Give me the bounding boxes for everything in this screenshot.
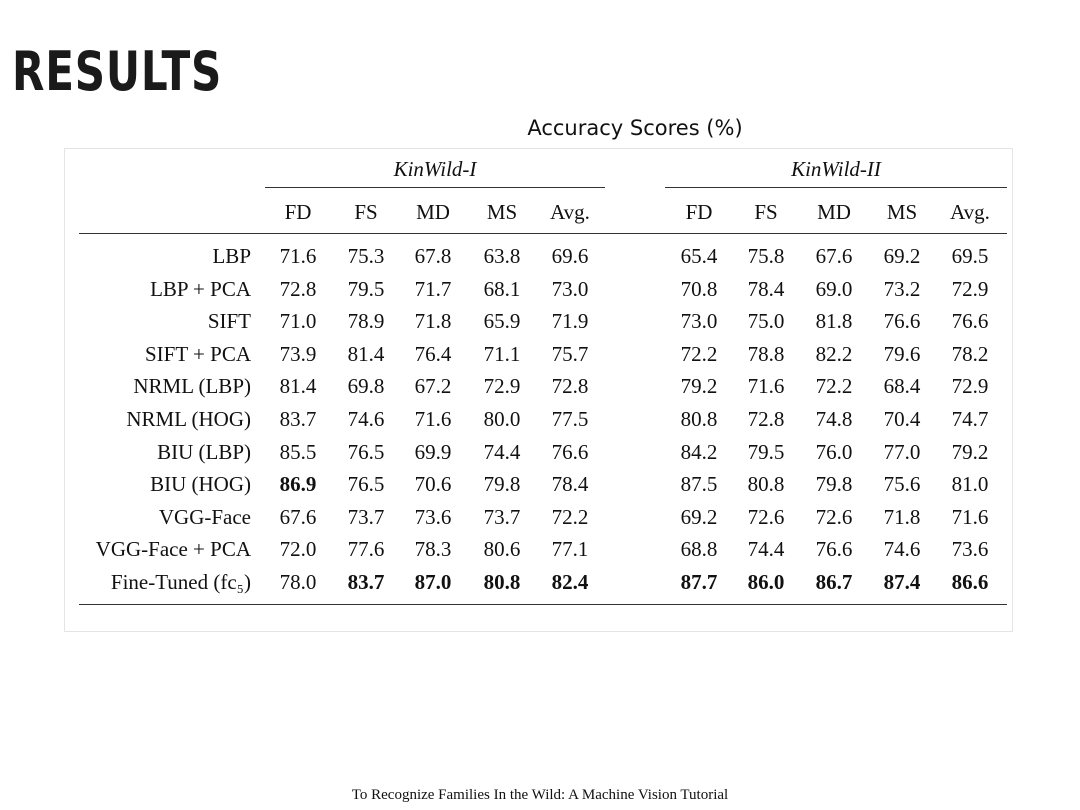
table-cell: 74.4 [747, 537, 785, 562]
row-label: BIU (LBP) [157, 439, 251, 464]
table-cell: 73.0 [680, 309, 718, 334]
table-cell: 75.7 [551, 341, 589, 366]
table-cell: 81.4 [347, 341, 385, 366]
table-cell: 73.7 [483, 504, 521, 529]
table-cell: 79.6 [883, 341, 921, 366]
column-header: FS [754, 200, 778, 224]
table-cell: 69.5 [951, 244, 989, 268]
table-cell: 74.6 [347, 407, 385, 431]
table-cell: 81.0 [951, 472, 989, 497]
group-rule-kinwild-1 [265, 187, 605, 188]
table-cell: 87.5 [680, 472, 718, 497]
row-label: Fine-Tuned (fc₅) [110, 570, 251, 594]
table-cell: 78.8 [747, 341, 785, 366]
table-cell: 76.6 [551, 439, 589, 464]
table-cell: 76.5 [347, 472, 385, 497]
header-rule [79, 233, 1007, 234]
table-cell: 82.2 [815, 341, 853, 366]
table-cell: 67.6 [279, 504, 317, 529]
table-cell: 80.8 [483, 570, 521, 594]
table-cell: 78.4 [551, 472, 589, 497]
table-cell: 74.7 [951, 407, 989, 431]
group-label-kinwild-2: KinWild-II [791, 157, 881, 181]
table-cell: 80.8 [747, 472, 785, 497]
table-cell: 87.4 [883, 570, 921, 594]
table-cell: 69.0 [815, 276, 853, 301]
column-header: FD [685, 200, 713, 224]
table-cell: 74.6 [883, 537, 921, 562]
table-cell: 73.6 [414, 504, 452, 529]
row-label: VGG-Face + PCA [95, 537, 251, 562]
slide-footer: To Recognize Families In the Wild: A Machine Vision Tutorial [351, 787, 729, 803]
slide-title: RESULTS [12, 40, 223, 103]
table-cell: 77.6 [347, 537, 385, 562]
table-cell: 77.0 [883, 439, 921, 464]
table-cell: 72.6 [747, 504, 785, 529]
table-cell: 69.8 [347, 374, 385, 399]
table-cell: 70.8 [680, 276, 718, 301]
table-cell: 87.7 [680, 570, 718, 594]
table-cell: 80.6 [483, 537, 521, 562]
table-cell: 65.4 [680, 244, 718, 268]
table-cell: 69.9 [414, 439, 452, 464]
table-cell: 73.9 [279, 341, 317, 366]
row-label: BIU (HOG) [150, 472, 251, 497]
row-label: LBP [212, 244, 251, 268]
table-cell: 73.7 [347, 504, 385, 529]
table-cell: 76.4 [414, 341, 452, 366]
table-cell: 81.4 [279, 374, 317, 399]
table-cell: 74.8 [815, 407, 853, 431]
table-cell: 76.0 [815, 439, 853, 464]
table-cell: 70.6 [414, 472, 452, 497]
table-cell: 71.8 [883, 504, 921, 529]
table-cell: 68.1 [483, 276, 521, 301]
table-cell: 67.2 [414, 374, 452, 399]
table-cell: 71.6 [747, 374, 785, 399]
table-cell: 86.9 [279, 472, 317, 497]
table-cell: 72.9 [483, 374, 521, 399]
table-cell: 78.9 [347, 309, 385, 334]
table-cell: 79.5 [747, 439, 785, 464]
table-cell: 78.3 [414, 537, 452, 562]
row-label: VGG-Face [158, 504, 251, 529]
table-cell: 86.7 [815, 570, 853, 594]
table-cell: 71.0 [279, 309, 317, 334]
column-header: MS [886, 200, 918, 224]
table-cell: 71.9 [551, 309, 589, 334]
table-cell: 82.4 [551, 570, 589, 594]
table-cell: 67.8 [414, 244, 452, 268]
table-cell: 81.8 [815, 309, 853, 334]
table-cell: 83.7 [347, 570, 385, 594]
table-cell: 75.6 [883, 472, 921, 497]
table-cell: 84.2 [680, 439, 718, 464]
table-cell: 71.7 [414, 276, 452, 301]
table-cell: 69.2 [680, 504, 718, 529]
table-cell: 77.1 [551, 537, 589, 562]
table-cell: 69.2 [883, 244, 921, 268]
table-cell: 78.2 [951, 341, 989, 366]
table-cell: 63.8 [483, 244, 521, 268]
table-cell: 72.8 [747, 407, 785, 431]
table-cell: 73.0 [551, 276, 589, 301]
bottom-rule [79, 604, 1007, 605]
table-cell: 76.6 [883, 309, 921, 334]
table-cell: 72.2 [815, 374, 853, 399]
row-label: NRML (HOG) [126, 407, 251, 431]
table-cell: 75.8 [747, 244, 785, 268]
table-cell: 71.6 [279, 244, 317, 268]
column-header: FD [284, 200, 312, 224]
table-cell: 72.6 [815, 504, 853, 529]
table-cell: 77.5 [551, 407, 589, 431]
table-cell: 86.0 [747, 570, 785, 594]
table-cell: 65.9 [483, 309, 521, 334]
table-cell: 79.2 [680, 374, 718, 399]
row-label: SIFT + PCA [145, 341, 251, 366]
row-label: NRML (LBP) [133, 374, 251, 399]
table-cell: 71.6 [414, 407, 452, 431]
results-table [64, 148, 1013, 632]
table-cell: 71.6 [951, 504, 989, 529]
table-cell: 73.6 [951, 537, 989, 562]
group-label-kinwild-1: KinWild-I [393, 157, 477, 181]
table-cell: 79.8 [815, 472, 853, 497]
table-cell: 76.6 [951, 309, 989, 334]
table-cell: 72.2 [551, 504, 589, 529]
column-header: Avg. [950, 200, 990, 224]
table-cell: 78.0 [279, 570, 317, 594]
table-cell: 72.9 [951, 276, 989, 301]
table-cell: 72.2 [680, 341, 718, 366]
table-cell: 87.0 [414, 570, 452, 594]
table-cell: 67.6 [815, 244, 853, 268]
table-cell: 68.8 [680, 537, 718, 562]
table-cell: 72.0 [279, 537, 317, 562]
table-cell: 73.2 [883, 276, 921, 301]
row-label: LBP + PCA [150, 276, 251, 301]
table-cell: 79.5 [347, 276, 385, 301]
table-cell: 74.4 [483, 439, 521, 464]
column-header: MD [416, 200, 450, 224]
table-cell: 72.8 [551, 374, 589, 399]
table-cell: 83.7 [279, 407, 317, 431]
table-cell: 71.8 [414, 309, 452, 334]
table-cell: 70.4 [883, 407, 921, 431]
column-header: MD [817, 200, 851, 224]
table-cell: 72.9 [951, 374, 989, 399]
table-cell: 71.1 [483, 341, 521, 366]
column-header: MS [486, 200, 518, 224]
table-cell: 78.4 [747, 276, 785, 301]
table-caption: Accuracy Scores (%) [527, 116, 743, 140]
table-cell: 79.2 [951, 439, 989, 464]
table-cell: 75.0 [747, 309, 785, 334]
table-cell: 69.6 [551, 244, 589, 268]
table-cell: 86.6 [951, 570, 989, 594]
table-cell: 76.6 [815, 537, 853, 562]
table-cell: 85.5 [279, 439, 317, 464]
column-header: FS [354, 200, 378, 224]
table-cell: 76.5 [347, 439, 385, 464]
column-header: Avg. [550, 200, 590, 224]
row-label: SIFT [207, 309, 251, 334]
table-cell: 75.3 [347, 244, 385, 268]
group-rule-kinwild-2 [665, 187, 1007, 188]
table-cell: 80.8 [680, 407, 718, 431]
table-cell: 80.0 [483, 407, 521, 431]
table-cell: 68.4 [883, 374, 921, 399]
table-cell: 72.8 [279, 276, 317, 301]
table-cell: 79.8 [483, 472, 521, 497]
